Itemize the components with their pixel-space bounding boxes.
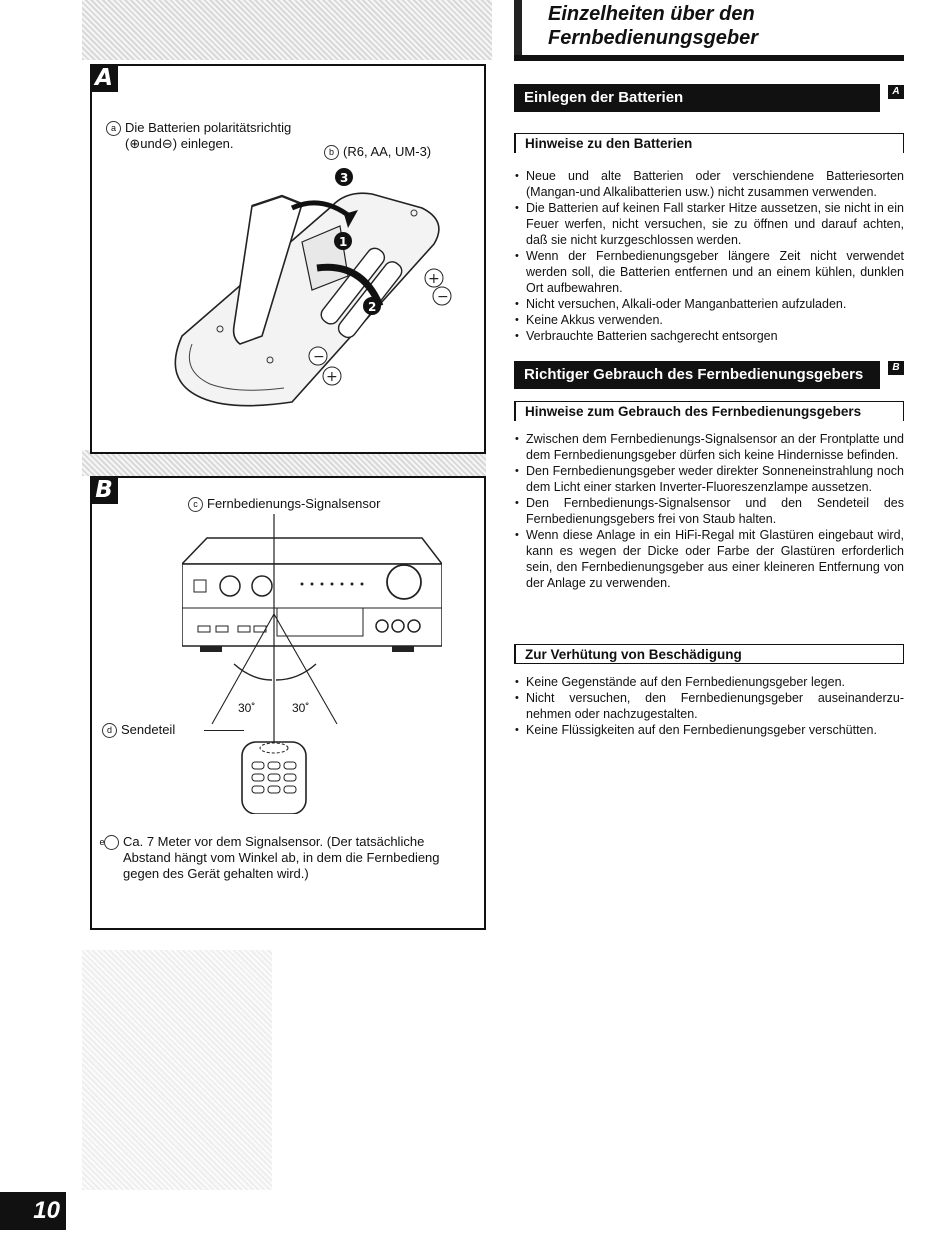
step-3: 3: [340, 171, 349, 185]
usage-notes-list: [514, 431, 904, 591]
angle-left-label: 30˚: [238, 701, 256, 715]
list-item: • Keine Akkus verwenden.: [514, 312, 904, 328]
section-bar-batteries: Einlegen der Batterien: [514, 84, 880, 112]
list-item: • Keine Gegenstände auf den Fernbedienungsgeber legen.: [514, 674, 904, 690]
svg-text:+: +: [428, 271, 440, 287]
marker-b: b: [324, 145, 339, 160]
distance-note: e Ca. 7 Meter vor dem Signalsensor. (Der tatsächliche Abstand hängt vom Winkel ab, in dem die Fernbedieng gegen des Gerät gehalten wird.): [99, 834, 440, 881]
transmitter-leader-line: [204, 730, 244, 731]
list-item: • Wenn diese Anlage in ein HiFi-Regal mit Glastüren eingebaut wird, kann es wegen der Dicke oder Farbe der Glastüren erforderlich sein, den Fernbedienungsgeber aus einer kleineren Entfernung von der Anlage zu verwenden.: [514, 527, 904, 591]
list-item: • Den Fernbedienungs-Signalsensor und den Sendeteil des Fernbedienungsgebers frei von Staub halten.: [514, 495, 904, 527]
remote-usage-illustration: [182, 514, 442, 814]
panel-b: [90, 476, 486, 930]
marker-a: a: [106, 121, 121, 136]
illustration-column: [82, 0, 492, 1251]
list-item: • Verbrauchte Batterien sachgerecht entsorgen: [514, 328, 904, 344]
section-marker-b: B: [888, 361, 904, 375]
marker-d: d: [102, 723, 117, 738]
panel-b-letter: B: [90, 476, 118, 504]
section-bar-usage: Richtiger Gebrauch des Fernbedienungsgebers: [514, 361, 880, 389]
title-underline: [514, 55, 904, 61]
battery-insertion-illustration: [122, 166, 482, 426]
subhead-damage-prevention: Zur Verhütung von Beschädigung: [514, 644, 904, 664]
battery-polarity-label: a Die Batterien polaritätsrichtig (⊕und⊖) einlegen.: [106, 120, 291, 152]
damage-prevention-list: [514, 674, 904, 738]
list-item: • Wenn der Fernbedienungsgeber längere Zeit nicht verwendet werden soll, die Batterien entfernen und an einem kühlen, dunklen Ort aufbewahren.: [514, 248, 904, 296]
marker-e: e: [104, 835, 119, 850]
angle-right-label: 30˚: [292, 701, 310, 715]
list-item: • Nicht versuchen, den Fernbedienungsgeber auseinanderzu-nehmen oder nachzugestalten.: [514, 690, 904, 722]
page-number: 10: [0, 1192, 66, 1230]
title-rule: [514, 0, 522, 60]
page-title: Einzelheiten über den Fernbedienungsgeber: [548, 3, 759, 49]
svg-text:−: −: [313, 349, 325, 365]
list-item: • Keine Flüssigkeiten auf den Fernbedienungsgeber verschütten.: [514, 722, 904, 738]
subhead-battery-notes: Hinweise zu den Batterien: [514, 133, 904, 153]
section-marker-a: A: [888, 85, 904, 99]
transmitter-label: d Sendeteil: [102, 722, 175, 738]
list-item: • Neue und alte Batterien oder verschiendene Batteriesorten (Mangan-und Alkalibatterien usw.) nicht zusammen verwenden.: [514, 168, 904, 200]
scan-noise-top: [82, 0, 492, 60]
subhead-usage-notes: Hinweise zum Gebrauch des Fernbedienungsgebers: [514, 401, 904, 421]
svg-text:+: +: [326, 369, 338, 385]
battery-notes-list: [514, 168, 904, 344]
scan-noise-bottom: [82, 950, 272, 1190]
signal-sensor-label: c Fernbedienungs-Signalsensor: [188, 496, 380, 512]
list-item: • Zwischen dem Fernbedienungs-Signalsensor an der Frontplatte und dem Fernbedienungsgeber dürfen sich keine Hindernisse befinden.: [514, 431, 904, 463]
list-item: • Den Fernbedienungsgeber weder direkter Sonneneinstrahlung noch dem Licht einer starken Inverter-Fluoreszenzlampe aussetzen.: [514, 463, 904, 495]
panel-a: [90, 64, 486, 454]
panel-a-letter: A: [90, 64, 118, 92]
list-item: • Nicht versuchen, Alkali-oder Manganbatterien aufzuladen.: [514, 296, 904, 312]
list-item: • Die Batterien auf keinen Fall starker Hitze aussetzen, sie nicht in ein Feuer werfen, nicht versuchen, sie zu öffnen und darauf achten, daß sie nicht kurzgeschlossen werden.: [514, 200, 904, 248]
step-2: 2: [368, 300, 377, 314]
step-1: 1: [339, 235, 348, 249]
svg-text:−: −: [437, 289, 449, 305]
marker-c: c: [188, 497, 203, 512]
battery-type-label: b (R6, AA, UM-3): [324, 144, 431, 160]
